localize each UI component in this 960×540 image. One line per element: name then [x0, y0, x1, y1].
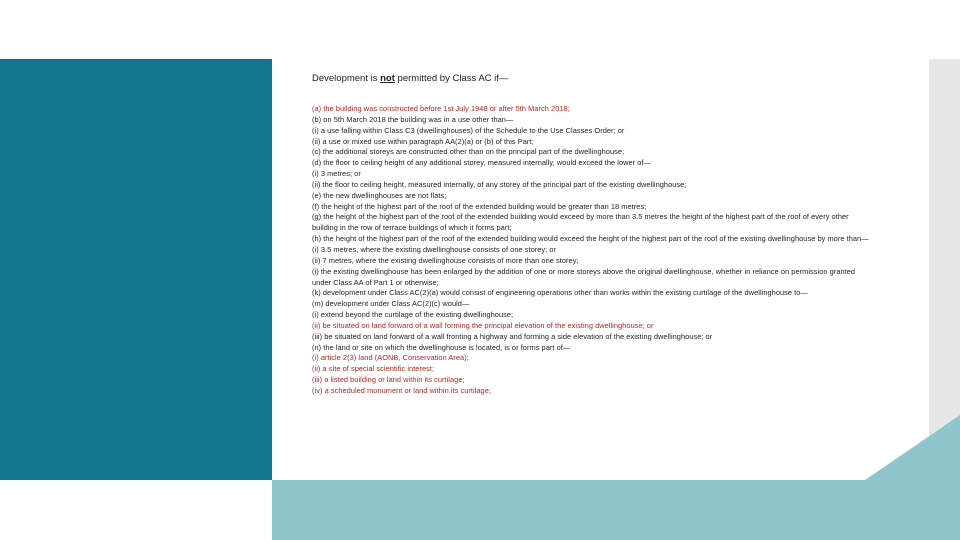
clause-item: (ii) be situated on land forward of a wall forming the principal elevation of the existing dwellinghouse; or: [312, 320, 654, 330]
clause-item: (k) development under Class AC(2)(a) would consist of engineering operations other than works within the existing curtilage of the dwellinghouse to—: [312, 288, 808, 298]
clause-item: (i) 3.5 metres, where the existing dwellinghouse consists of one storey; or: [312, 244, 557, 254]
clause-item: (n) the land or site on which the dwellinghouse is located, is or forms part of—: [312, 342, 571, 352]
clause-item: (i) a use falling within Class C3 (dwellinghouses) of the Schedule to the Use Classes Order; or: [312, 125, 625, 135]
clause-item: (b) on 5th March 2018 the building was in a use other than—: [312, 114, 514, 124]
clause-item: (h) the height of the highest part of the roof of the extended building would exceed the height of the highest part of the roof of the existing dwellinghouse by more than—: [312, 234, 869, 244]
side-strip: [929, 59, 960, 480]
heading-text-end: permitted by Class AC if—: [394, 73, 509, 84]
clause-item: (iv) a scheduled monument or land within its curtilage;: [312, 385, 491, 395]
slide-heading: [312, 73, 872, 85]
heading-emphasis: not: [380, 73, 395, 84]
clause-item: (i) the existing dwellinghouse has been enlarged by the addition of one or more storeys above the original dwellinghouse, whether in reliance on permission granted under Class AA of Part 1 or otherwise;: [312, 266, 856, 287]
clause-item: (ii) a use or mixed use within paragraph AA(2)(a) or (b) of this Part;: [312, 136, 534, 146]
clause-item: (a) the building was constructed before 1st July 1948 or after 5th March 2018;: [312, 104, 570, 113]
clause-item: (g) the height of the highest part of the roof of the extended building would exceed by more than 3.5 metres the height of the highest part of the roof of every other building in the row of terrace buildings of which it forms part;: [312, 212, 849, 233]
clause-item: (m) development under Class AC(2)(c) would—: [312, 299, 470, 309]
clause-item: (f) the height of the highest part of the roof of the extended building would be greater than 18 metres;: [312, 201, 647, 211]
accent-block: [0, 59, 272, 480]
clause-item: (ii) a site of special scientific interest;: [312, 364, 435, 374]
clause-item: (ii) the floor to ceiling height, measured internally, of any storey of the principal part of the existing dwellinghouse;: [312, 179, 687, 189]
clause-item: (ii) 7 metres, where the existing dwellinghouse consists of more than one storey;: [312, 255, 579, 265]
clause-list: [312, 104, 872, 397]
clause-item: (iii) a listed building or land within its curtilage;: [312, 375, 465, 385]
clause-item: (i) extend beyond the curtilage of the existing dwellinghouse;: [312, 310, 514, 320]
slide-content: [312, 73, 872, 397]
clause-item: (c) the additional storeys are constructed other than on the principal part of the dwellinghouse;: [312, 147, 625, 157]
clause-item: (d) the floor to ceiling height of any additional storey, measured internally, would exceed the lower of—: [312, 158, 651, 168]
heading-text-start: Development is: [312, 73, 381, 84]
clause-item: (i) 3 metres; or: [312, 169, 361, 179]
clause-item: (iii) be situated on land forward of a wall fronting a highway and forming a side elevation of the existing dwellinghouse; or: [312, 331, 713, 341]
clause-item: (i) article 2(3) land (AONB, Conservation Area);: [312, 353, 469, 363]
clause-item: (e) the new dwellinghouses are not flats;: [312, 190, 447, 200]
